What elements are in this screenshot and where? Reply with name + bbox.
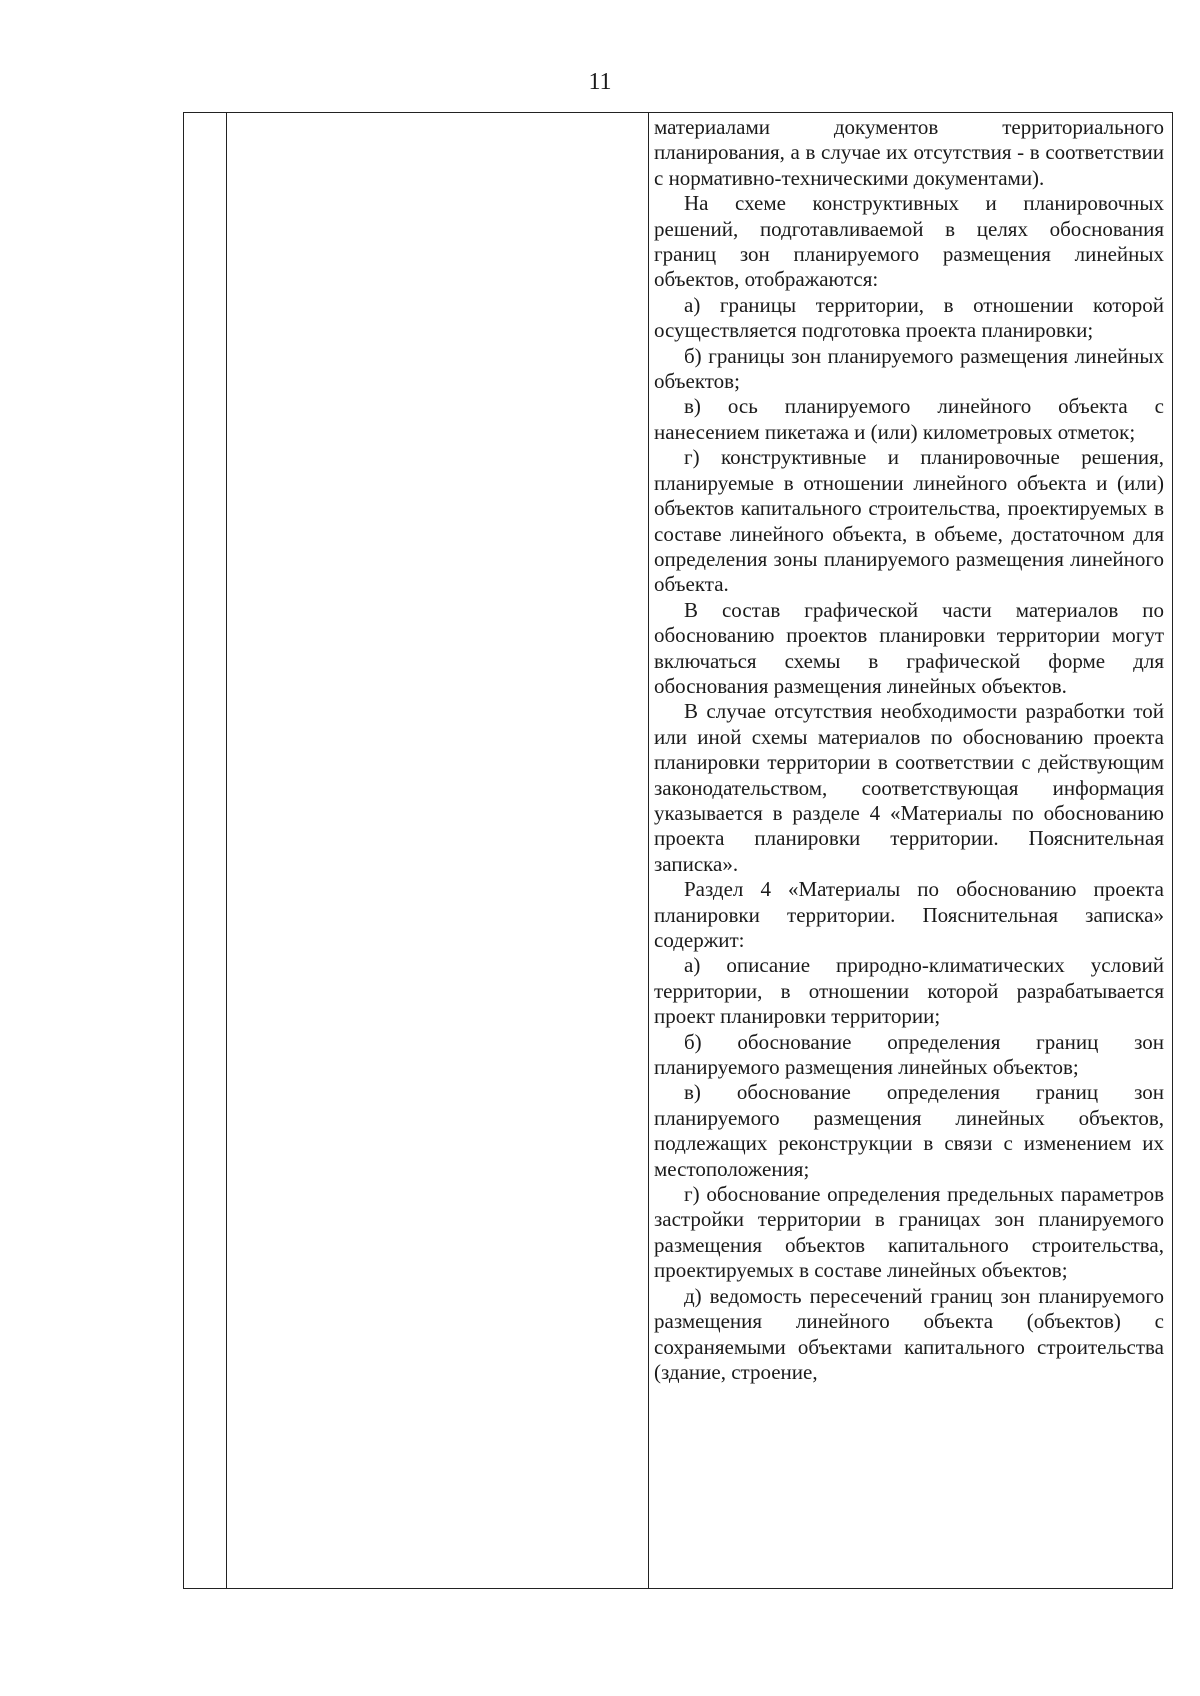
column-divider (226, 113, 227, 1588)
list-item: г) конструктивные и планировочные решения, планируемые в отношении линейного объекта и (или) объектов капитального строительства, проектируемых в составе линейного объекта, в объеме, достаточном для определения зоны планируемого размещения линейного объекта. (654, 445, 1164, 597)
table-cell-number (184, 113, 226, 1588)
paragraph: В состав графической части материалов по обоснованию проектов планировки территории могут включаться схемы в графической форме для обоснования размещения линейных объектов. (654, 597, 1164, 698)
list-item: б) обоснование определения границ зон планируемого размещения линейных объектов; (654, 1029, 1164, 1080)
list-item: в) ось планируемого линейного объекта с нанесением пикетажа и (или) километровых отметок; (654, 394, 1164, 444)
list-item: г) обоснование определения предельных параметров застройки территории в границах зон планируемого размещения объектов капитального строительства, проектируемых в составе линейных объектов; (654, 1182, 1164, 1283)
list-item: в) обоснование определения границ зон планируемого размещения линейных объектов, подлежащих реконструкции в связи с изменением их местоположения; (654, 1080, 1164, 1181)
table-cell-title (227, 113, 648, 1588)
paragraph: В случае отсутствия необходимости разработки той или иной схемы материалов по обоснованию проекта планировки территории в соответствии с действующим законодательством, соответствующая информация указывается в разделе 4 «Материалы по обоснованию проекта планировки территории. Пояснительная записка». (654, 699, 1164, 876)
paragraph: На схеме конструктивных и планировочных решений, подготавливаемой в целях обоснования границ зон планируемого размещения линейных объектов, отображаются: (654, 191, 1164, 292)
paragraph: материалами документов территориального планирования, а в случае их отсутствия - в соответствии с нормативно-техническими документами). (654, 115, 1164, 190)
document-table (183, 112, 1173, 1589)
column-divider (648, 113, 649, 1588)
list-item: д) ведомость пересечений границ зон планируемого размещения линейного объекта (объектов) с сохраняемыми объектами капитального строительства (здание, строение, (654, 1283, 1164, 1384)
list-item: а) границы территории, в отношении которой осуществляется подготовка проекта планировки; (654, 292, 1164, 343)
table-cell-content (654, 115, 1164, 1585)
list-item: б) границы зон планируемого размещения линейных объектов; (654, 343, 1164, 394)
list-item: а) описание природно-климатических условий территории, в отношении которой разрабатывается проект планировки территории; (654, 953, 1164, 1029)
page-number: 11 (588, 69, 612, 95)
paragraph: Раздел 4 «Материалы по обоснованию проекта планировки территории. Пояснительная записка» содержит: (654, 877, 1164, 952)
